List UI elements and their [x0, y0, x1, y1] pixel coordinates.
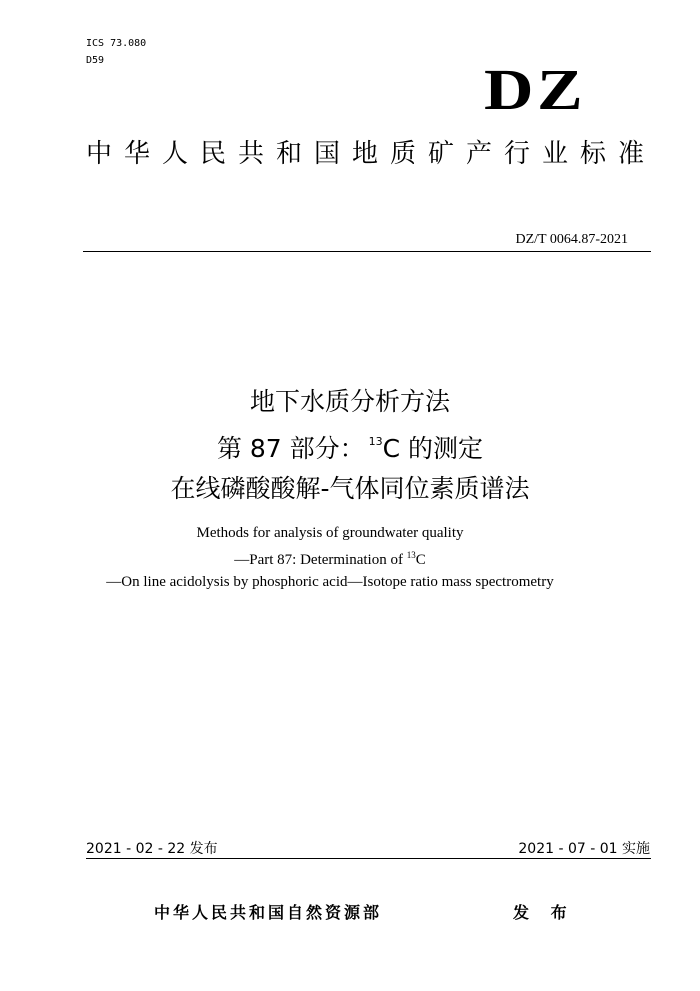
issuing-authority: 中华人民共和国自然资源部	[154, 903, 383, 922]
chinese-title	[50, 382, 650, 509]
ccs-code: D59	[86, 55, 105, 66]
english-title-line2-suffix: C	[415, 552, 426, 568]
chinese-title-line2	[50, 422, 650, 469]
classification-codes	[86, 37, 146, 71]
chinese-title-line1: 地下水质分析方法	[249, 387, 450, 416]
english-title	[30, 522, 630, 593]
english-title-line2-sup: 13	[406, 550, 416, 560]
implementation-date: 2021 - 07 - 01 实施	[518, 841, 650, 857]
english-title-line3: —On line acidolysis by phosphoric acid—Isotope ratio mass spectrometry	[106, 574, 554, 590]
chinese-title-line2-sup: 13	[368, 435, 383, 448]
top-divider	[83, 251, 651, 252]
chinese-title-line3: 在线磷酸酸解-气体同位素质谱法	[170, 474, 530, 503]
bottom-divider	[86, 858, 651, 859]
english-title-line2	[30, 544, 630, 571]
dz-logo: DZ	[484, 57, 587, 122]
publish-label: 发 布	[513, 903, 575, 922]
issue-date: 2021 - 02 - 22 发布	[86, 841, 218, 857]
standard-number: DZ/T 0064.87-2021	[515, 232, 628, 247]
standard-category-title: 中华人民共和国地质矿产行业标准	[86, 139, 657, 169]
english-title-line1: Methods for analysis of groundwater quality	[196, 525, 464, 541]
chinese-title-line2-suffix: C 的测定	[382, 434, 484, 463]
english-title-line2-prefix: —Part 87: Determination of	[234, 552, 407, 568]
chinese-title-line2-prefix: 第 87 部分：	[216, 434, 365, 463]
ics-code: ICS 73.080	[86, 38, 147, 49]
